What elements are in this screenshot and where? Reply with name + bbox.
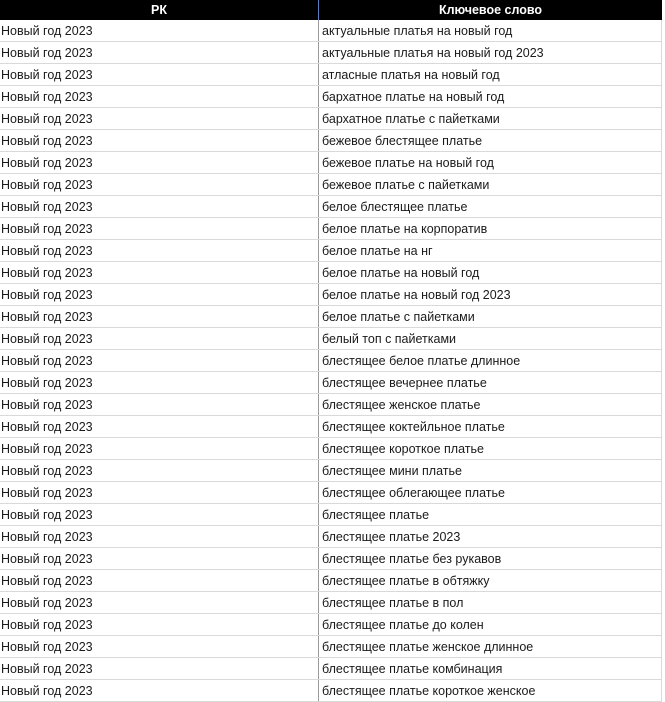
cell-rk[interactable]: Новый год 2023 — [0, 680, 319, 701]
cell-rk[interactable]: Новый год 2023 — [0, 86, 319, 107]
cell-keyword[interactable]: блестящее облегающее платье — [319, 482, 662, 503]
table-row — [0, 526, 662, 548]
cell-rk[interactable]: Новый год 2023 — [0, 504, 319, 525]
table-row — [0, 592, 662, 614]
cell-rk[interactable]: Новый год 2023 — [0, 306, 319, 327]
cell-rk[interactable]: Новый год 2023 — [0, 372, 319, 393]
cell-rk[interactable]: Новый год 2023 — [0, 262, 319, 283]
table-row — [0, 504, 662, 526]
cell-rk[interactable]: Новый год 2023 — [0, 394, 319, 415]
cell-keyword[interactable]: блестящее короткое платье — [319, 438, 662, 459]
cell-rk[interactable]: Новый год 2023 — [0, 240, 319, 261]
cell-rk[interactable]: Новый год 2023 — [0, 108, 319, 129]
cell-keyword[interactable]: бежевое блестящее платье — [319, 130, 662, 151]
table-row — [0, 482, 662, 504]
cell-keyword[interactable]: блестящее платье в обтяжку — [319, 570, 662, 591]
table-row — [0, 240, 662, 262]
table-row — [0, 218, 662, 240]
cell-rk[interactable]: Новый год 2023 — [0, 152, 319, 173]
table-row — [0, 548, 662, 570]
table-row — [0, 394, 662, 416]
table-row — [0, 372, 662, 394]
column-header-rk[interactable]: РК — [0, 0, 319, 20]
cell-keyword[interactable]: блестящее платье женское длинное — [319, 636, 662, 657]
cell-keyword[interactable]: бежевое платье с пайетками — [319, 174, 662, 195]
cell-keyword[interactable]: атласные платья на новый год — [319, 64, 662, 85]
cell-keyword[interactable]: блестящее мини платье — [319, 460, 662, 481]
cell-keyword[interactable]: белое платье на корпоратив — [319, 218, 662, 239]
cell-rk[interactable]: Новый год 2023 — [0, 64, 319, 85]
cell-keyword[interactable]: блестящее платье 2023 — [319, 526, 662, 547]
table-row — [0, 284, 662, 306]
table-row — [0, 680, 662, 702]
cell-keyword[interactable]: белое платье на нг — [319, 240, 662, 261]
cell-keyword[interactable]: блестящее платье без рукавов — [319, 548, 662, 569]
table-body — [0, 20, 662, 702]
table-row — [0, 174, 662, 196]
table-row — [0, 350, 662, 372]
cell-keyword[interactable]: белое блестящее платье — [319, 196, 662, 217]
table-row — [0, 108, 662, 130]
cell-rk[interactable]: Новый год 2023 — [0, 548, 319, 569]
cell-rk[interactable]: Новый год 2023 — [0, 636, 319, 657]
table-row — [0, 130, 662, 152]
cell-rk[interactable]: Новый год 2023 — [0, 460, 319, 481]
table-row — [0, 636, 662, 658]
table-row — [0, 196, 662, 218]
cell-rk[interactable]: Новый год 2023 — [0, 350, 319, 371]
table-row — [0, 416, 662, 438]
cell-rk[interactable]: Новый год 2023 — [0, 658, 319, 679]
cell-keyword[interactable]: блестящее белое платье длинное — [319, 350, 662, 371]
cell-keyword[interactable]: блестящее женское платье — [319, 394, 662, 415]
cell-rk[interactable]: Новый год 2023 — [0, 42, 319, 63]
table-row — [0, 306, 662, 328]
cell-keyword[interactable]: белое платье с пайетками — [319, 306, 662, 327]
cell-rk[interactable]: Новый год 2023 — [0, 20, 319, 41]
cell-keyword[interactable]: блестящее платье в пол — [319, 592, 662, 613]
table-row — [0, 20, 662, 42]
table-row — [0, 86, 662, 108]
table-row — [0, 152, 662, 174]
cell-keyword[interactable]: актуальные платья на новый год — [319, 20, 662, 41]
cell-rk[interactable]: Новый год 2023 — [0, 482, 319, 503]
table-row — [0, 460, 662, 482]
cell-rk[interactable]: Новый год 2023 — [0, 218, 319, 239]
table-row — [0, 570, 662, 592]
cell-keyword[interactable]: блестящее платье — [319, 504, 662, 525]
table-row — [0, 328, 662, 350]
cell-rk[interactable]: Новый год 2023 — [0, 130, 319, 151]
cell-rk[interactable]: Новый год 2023 — [0, 592, 319, 613]
cell-keyword[interactable]: бежевое платье на новый год — [319, 152, 662, 173]
cell-keyword[interactable]: белый топ с пайетками — [319, 328, 662, 349]
table-row — [0, 42, 662, 64]
cell-keyword[interactable]: блестящее вечернее платье — [319, 372, 662, 393]
cell-rk[interactable]: Новый год 2023 — [0, 438, 319, 459]
cell-rk[interactable]: Новый год 2023 — [0, 416, 319, 437]
cell-rk[interactable]: Новый год 2023 — [0, 570, 319, 591]
table-row — [0, 262, 662, 284]
column-header-keyword[interactable]: Ключевое слово — [438, 3, 543, 17]
cell-rk[interactable]: Новый год 2023 — [0, 174, 319, 195]
cell-keyword[interactable]: блестящее платье до колен — [319, 614, 662, 635]
cell-rk[interactable]: Новый год 2023 — [0, 196, 319, 217]
table-row — [0, 64, 662, 86]
cell-keyword[interactable]: блестящее коктейльное платье — [319, 416, 662, 437]
table-row — [0, 658, 662, 680]
cell-keyword[interactable]: белое платье на новый год — [319, 262, 662, 283]
table-header-row — [0, 0, 662, 20]
cell-keyword[interactable]: блестящее платье короткое женское — [319, 680, 662, 701]
cell-keyword[interactable]: бархатное платье на новый год — [319, 86, 662, 107]
cell-keyword[interactable]: актуальные платья на новый год 2023 — [319, 42, 662, 63]
table-row — [0, 614, 662, 636]
cell-keyword[interactable]: блестящее платье комбинация — [319, 658, 662, 679]
cell-rk[interactable]: Новый год 2023 — [0, 526, 319, 547]
cell-rk[interactable]: Новый год 2023 — [0, 284, 319, 305]
cell-rk[interactable]: Новый год 2023 — [0, 614, 319, 635]
cell-keyword[interactable]: бархатное платье с пайетками — [319, 108, 662, 129]
table-row — [0, 438, 662, 460]
cell-keyword[interactable]: белое платье на новый год 2023 — [319, 284, 662, 305]
cell-rk[interactable]: Новый год 2023 — [0, 328, 319, 349]
